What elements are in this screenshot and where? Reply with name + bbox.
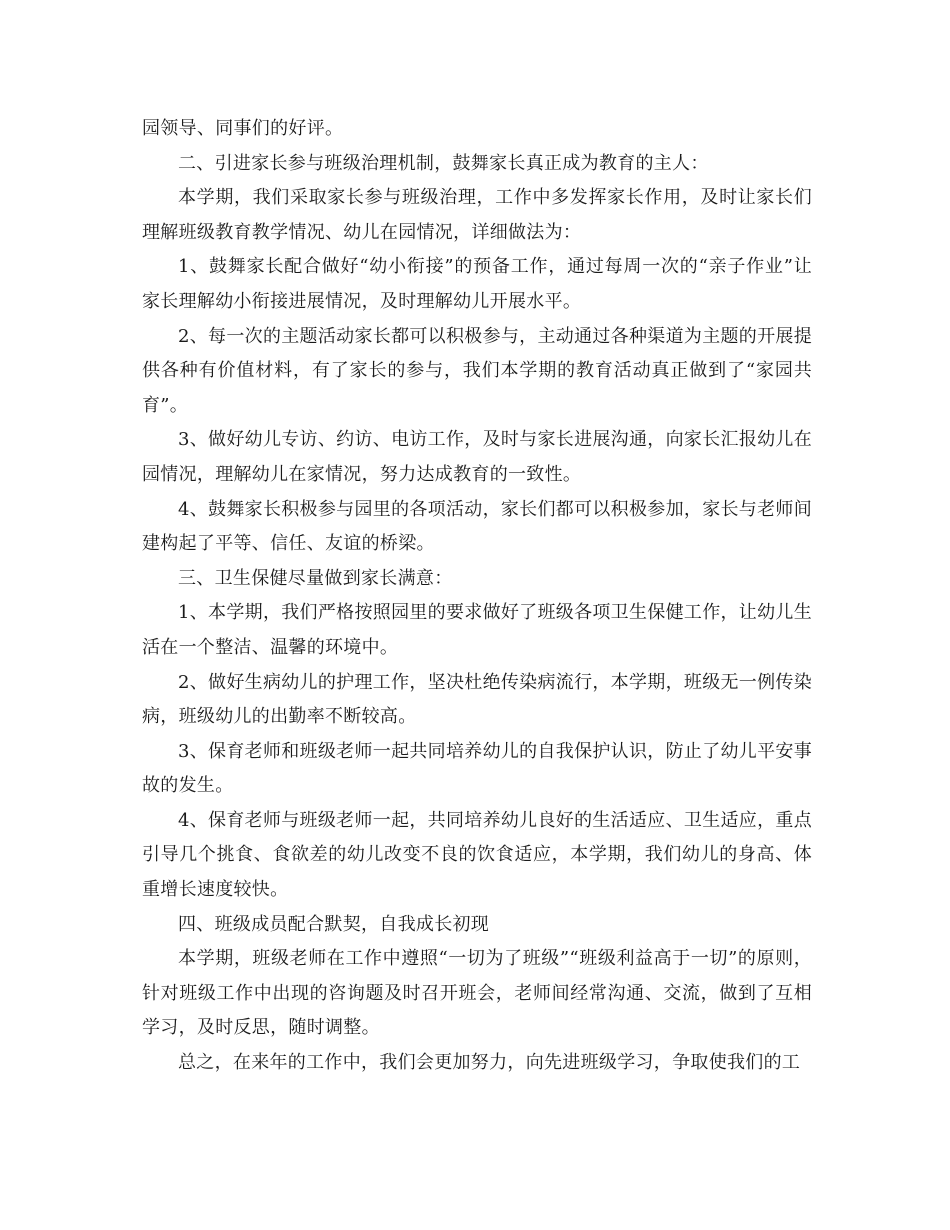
list-item-parent-3: 3、做好幼儿专访、约访、电访工作，及时与家长进展沟通，向家长汇报幼儿在园情况，理解幼儿在家情况，努力达成教育的一致性。 [142, 429, 812, 485]
list-item-parent-2: 2、每一次的主题活动家长都可以积极参与，主动通过各种渠道为主题的开展提供各种有价值材料，有了家长的参与，我们本学期的教育活动真正做到了“家园共育”。 [142, 325, 812, 416]
paragraph-team: 本学期，班级老师在工作中遵照“一切为了班级”“班级利益高于一切”的原则，针对班级工作中出现的咨询题及时召开班会，老师间经常沟通、交流，做到了互相学习，及时反思，随时调整。 [142, 948, 812, 1039]
list-item-health-2: 2、做好生病幼儿的护理工作，坚决杜绝传染病流行，本学期，班级无一例传染病，班级幼儿的出勤率不断较高。 [142, 671, 812, 728]
section-heading-parent-involvement: 二、引进家长参与班级治理机制，鼓舞家长真正成为教育的主人： [178, 152, 709, 174]
list-item-health-3: 3、保育老师和班级老师一起共同培养幼儿的自我保护认识，防止了幼儿平安事故的发生。 [142, 740, 812, 797]
document-body [142, 112, 812, 1081]
paragraph-conclusion: 总之，在来年的工作中，我们会更加努力，向先进班级学习，争取使我们的工 [178, 1052, 801, 1074]
paragraph-continuation: 园领导、同事们的好评。 [142, 118, 344, 139]
list-item-parent-4: 4、鼓舞家长积极参与园里的各项活动，家长们都可以积极参加，家长与老师间建构起了平等、信任、友谊的桥梁。 [142, 498, 812, 555]
list-item-health-1: 1、本学期，我们严格按照园里的要求做好了班级各项卫生保健工作，让幼儿生活在一个整洁、温馨的环境中。 [142, 602, 812, 658]
section-heading-team: 四、班级成员配合默契，自我成长初现 [178, 913, 490, 935]
list-item-health-4: 4、保育老师与班级老师一起，共同培养幼儿良好的生活适应、卫生适应，重点引导几个挑食、食欲差的幼儿改变不良的饮食适应，本学期，我们幼儿的身高、体重增长速度较快。 [142, 809, 812, 901]
section-heading-health: 三、卫生保健尽量做到家长满意： [178, 567, 453, 589]
list-item-parent-1: 1、鼓舞家长配合做好“幼小衔接”的预备工作，通过每周一次的“亲子作业”让家长理解幼小衔接进展情况，及时理解幼儿开展水平。 [142, 256, 812, 312]
paragraph-parent-intro: 本学期，我们采取家长参与班级治理，工作中多发挥家长作用，及时让家长们理解班级教育教学情况、幼儿在园情况，详细做法为： [142, 187, 812, 243]
